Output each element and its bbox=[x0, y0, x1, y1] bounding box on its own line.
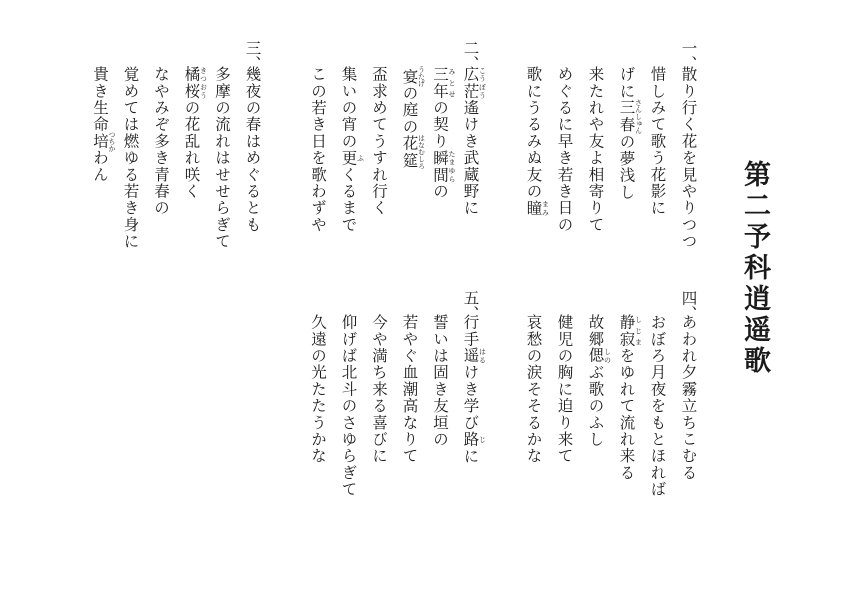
verse-text: の契り bbox=[431, 99, 449, 150]
furigana-word: 偲 しの bbox=[586, 347, 612, 365]
verse-text: 集いの宵の bbox=[339, 66, 358, 150]
furigana-reading: はなむしろ bbox=[417, 134, 426, 170]
verse-text: の bbox=[431, 182, 449, 200]
verse-text: げに bbox=[617, 66, 636, 100]
furigana-reading: ふ bbox=[356, 149, 365, 167]
verse-line bbox=[525, 66, 550, 216]
verse-text: 久遠の光たたうかな bbox=[309, 314, 327, 465]
verse-line bbox=[122, 66, 138, 250]
verse-line bbox=[462, 66, 487, 216]
verse-text: 誓いは固き友垣の bbox=[431, 314, 449, 448]
verse-line bbox=[432, 66, 457, 200]
verse-text: 歌にうるみぬ友の bbox=[524, 66, 543, 200]
verse-text: 仰げば北斗のさゆらぎて bbox=[339, 314, 358, 498]
furigana-reading: しの bbox=[603, 347, 612, 365]
verse-line bbox=[556, 314, 572, 464]
verse-number: 三、 bbox=[243, 40, 262, 71]
verse-line bbox=[371, 314, 387, 464]
verse-line bbox=[310, 314, 326, 464]
verse-text: 多摩の流れはせせらぎて bbox=[213, 66, 231, 250]
furigana-reading: こうぼう bbox=[478, 66, 487, 100]
verse-text: めぐるに早き若き日の bbox=[555, 66, 574, 233]
verse-text: 哀愁の涙そそるかな bbox=[524, 314, 543, 465]
furigana-reading: まみ bbox=[541, 199, 550, 217]
verse-text: の庭の bbox=[400, 84, 419, 135]
verse-line bbox=[153, 66, 169, 216]
verse-line bbox=[401, 314, 417, 464]
verse-text: わん bbox=[91, 149, 109, 183]
furigana-word: 静寂 しじま bbox=[617, 314, 643, 348]
verse-text: この若き日を歌わずや bbox=[309, 66, 327, 233]
furigana-word: 宴 うたげ bbox=[400, 66, 426, 87]
verse-line bbox=[618, 66, 643, 200]
furigana-reading: はる bbox=[478, 347, 487, 365]
furigana-word: 三年 みとせ bbox=[431, 66, 456, 100]
furigana-word: 広茫 こうぼう bbox=[461, 66, 487, 100]
verse-text: くるまで bbox=[339, 166, 358, 234]
verse-line bbox=[401, 66, 426, 170]
verse-line bbox=[587, 66, 603, 233]
furigana-word: 遥 はる bbox=[461, 347, 487, 365]
verse-text: ぶ歌のふし bbox=[586, 364, 605, 448]
verse-line bbox=[649, 314, 665, 498]
verse-line bbox=[371, 66, 387, 216]
verse-line bbox=[92, 66, 117, 183]
verse-text: 若やぐ血潮高なりて bbox=[400, 314, 419, 465]
verse-line bbox=[680, 314, 696, 481]
verse-line bbox=[310, 66, 326, 233]
verse-text: の花乱れ咲く bbox=[182, 99, 201, 200]
verse-text: の夢浅し bbox=[617, 133, 636, 201]
verse-line bbox=[649, 66, 665, 216]
furigana-reading: きつおう bbox=[199, 66, 208, 100]
verse-line bbox=[183, 66, 208, 200]
verse-line bbox=[462, 314, 487, 464]
furigana-word: 更 ふ bbox=[339, 149, 365, 167]
verse-text: あわれ夕霧立ちこむる bbox=[679, 314, 698, 481]
verse-text: に bbox=[461, 447, 480, 465]
furigana-reading: みとせ bbox=[448, 66, 456, 100]
verse-line bbox=[244, 66, 260, 233]
furigana-word: 三春 さんしゅん bbox=[617, 99, 643, 135]
verse-text: けき学び bbox=[461, 364, 480, 431]
verse-text: をゆれて流れ来る bbox=[617, 347, 636, 482]
song-title: 第二予科逍遥歌 bbox=[739, 160, 770, 377]
verse-line bbox=[556, 66, 572, 233]
verse-text: 行手 bbox=[461, 314, 480, 348]
furigana-word: 花筵 はなむしろ bbox=[400, 134, 426, 170]
verse-number: 一、 bbox=[679, 40, 698, 71]
furigana-word: 路 じ bbox=[461, 430, 487, 448]
verse-text: 貴き生命 bbox=[91, 66, 109, 133]
verse-line bbox=[340, 314, 356, 498]
furigana-reading: しじま bbox=[634, 314, 643, 348]
verse-text: 散り行く花を見やりつつ bbox=[679, 66, 698, 250]
furigana-reading: さんしゅん bbox=[634, 99, 643, 135]
verse-line bbox=[525, 314, 541, 464]
verse-line bbox=[214, 66, 230, 250]
verse-text: 来たれや友よ相寄りて bbox=[586, 66, 605, 233]
verse-text: 健児の胸に迫り来て bbox=[555, 314, 574, 465]
furigana-word: 瞬間 たまゆら bbox=[431, 149, 456, 183]
furigana-word: 培 つちか bbox=[91, 130, 116, 152]
verse-text: 遙けき武蔵野に bbox=[461, 99, 480, 217]
verse-text: 盃求めてうすれ行く bbox=[370, 66, 388, 217]
verse-line bbox=[587, 314, 612, 448]
furigana-word: 瞳 まみ bbox=[524, 199, 550, 217]
furigana-reading: たまゆら bbox=[448, 149, 456, 183]
verse-text: 惜しみて歌う花影に bbox=[648, 66, 667, 217]
verse-line bbox=[680, 66, 696, 250]
verse-number: 四、 bbox=[679, 290, 698, 321]
verse-text: 幾夜の春はめぐるとも bbox=[243, 66, 262, 233]
verse-text: 故郷 bbox=[586, 314, 605, 348]
verse-line bbox=[340, 66, 365, 233]
verse-line bbox=[432, 314, 448, 448]
verse-text: 覚めては燃ゆる若き身に bbox=[121, 66, 140, 250]
furigana-word: 橘桜 きつおう bbox=[182, 66, 208, 100]
verse-text: 今や満ち来る喜びに bbox=[370, 314, 388, 465]
verse-line bbox=[618, 314, 643, 481]
verse-number: 二、 bbox=[461, 40, 480, 71]
furigana-reading: うたげ bbox=[417, 66, 426, 87]
verse-text: おぼろ月夜をもとほれば bbox=[648, 314, 667, 498]
furigana-reading: じ bbox=[478, 430, 487, 448]
verse-number: 五、 bbox=[461, 290, 480, 321]
verse-text: なやみぞ多き青春の bbox=[152, 66, 170, 217]
furigana-reading: つちか bbox=[108, 130, 116, 152]
